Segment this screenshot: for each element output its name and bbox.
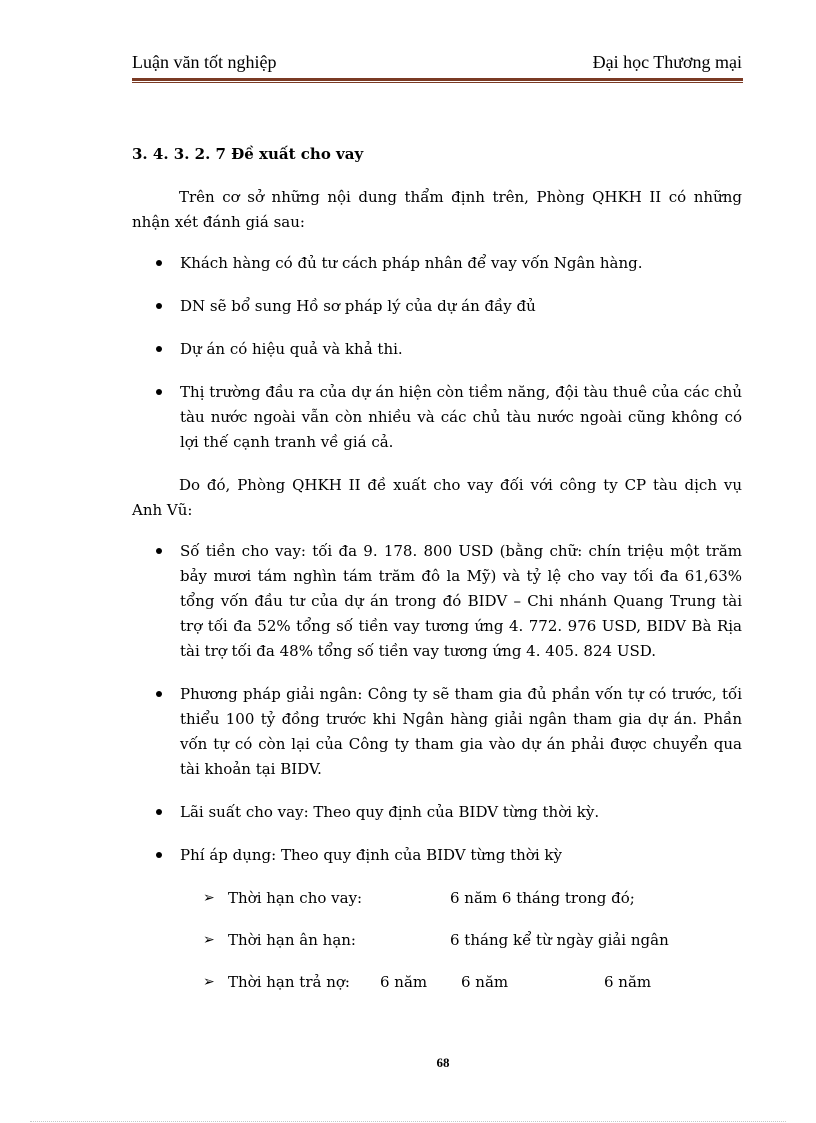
loan-term-value: 6 năm 6 tháng trong đó;: [450, 889, 635, 907]
bullet-icon: [156, 852, 162, 858]
repayment-value-2: 6 năm: [461, 973, 509, 991]
header-university-label: Đại học Thương mại: [592, 52, 742, 72]
list-item: [132, 682, 742, 782]
proposal-intro-paragraph: Do đó, Phòng QHKH II đề xuất cho vay đối với công ty CP tàu dịch vụ Anh Vũ:: [132, 476, 742, 519]
arrow-bullet-icon: ➢: [203, 974, 215, 990]
page-body: [132, 142, 742, 1012]
list-item-text: Khách hàng có đủ tư cách pháp nhân để vay vốn Ngân hàng.: [180, 254, 643, 272]
page-header: [132, 50, 742, 78]
bullet-icon: [156, 691, 162, 697]
header-rule-thin: [132, 82, 743, 83]
repayment-value-3: 6 năm: [604, 973, 652, 991]
proposal-list: [132, 539, 742, 868]
list-item: [132, 843, 742, 868]
grace-period-value: 6 tháng kể từ ngày giải ngân: [450, 931, 669, 949]
list-item-text: Thị trường đầu ra của dự án hiện còn tiềm năng, đội tàu thuê của các chủ tàu nước ngoài vẫn còn nhiều và các chủ tàu nước ngoài cũng không có lợi thế cạnh tranh về giá cả.: [180, 383, 742, 451]
loan-term-row: [132, 886, 742, 911]
repayment-value-1: 6 năm: [380, 973, 428, 991]
bullet-icon: [156, 260, 162, 266]
assessment-list: [132, 251, 742, 455]
bullet-icon: [156, 809, 162, 815]
intro-paragraph: Trên cơ sở những nội dung thẩm định trên, Phòng QHKH II có những nhận xét đánh giá sau:: [132, 188, 742, 231]
header-rule: [132, 78, 743, 81]
list-item: [132, 800, 742, 825]
page-number: 68: [436, 1055, 450, 1070]
list-item-text: Phí áp dụng: Theo quy định của BIDV từng thời kỳ: [180, 846, 562, 864]
arrow-bullet-icon: ➢: [203, 890, 215, 906]
list-item: [132, 380, 742, 455]
bullet-icon: [156, 346, 162, 352]
list-item-text: Phương pháp giải ngân: Công ty sẽ tham gia đủ phần vốn tự có trước, tối thiểu 100 tỷ đồng trước khi Ngân hàng giải ngân tham gia dự án. Phần vốn tự có còn lại của Công ty tham gia vào dự án phải được chuyển qua tài khoản tại BIDV.: [180, 685, 742, 778]
list-item: [132, 539, 742, 664]
grace-period-label: Thời hạn ân hạn:: [228, 931, 356, 949]
list-item: [132, 251, 742, 276]
grace-period-row: [132, 928, 742, 953]
section-heading: 3. 4. 3. 2. 7 Đề xuất cho vay: [132, 145, 364, 163]
list-item-text: Dự án có hiệu quả và khả thi.: [180, 340, 403, 358]
page-bottom-border: [30, 1121, 786, 1122]
header-thesis-label: Luận văn tốt nghiệp: [132, 52, 277, 72]
list-item-text: Lãi suất cho vay: Theo quy định của BIDV từng thời kỳ.: [180, 803, 600, 821]
repayment-row: [132, 970, 742, 995]
list-item: [132, 294, 742, 319]
loan-term-label: Thời hạn cho vay:: [228, 889, 363, 907]
list-item: [132, 337, 742, 362]
list-item-text: DN sẽ bổ sung Hồ sơ pháp lý của dự án đầy đủ: [180, 297, 536, 315]
arrow-bullet-icon: ➢: [203, 932, 215, 948]
bullet-icon: [156, 389, 162, 395]
repayment-label: Thời hạn trả nợ:: [228, 973, 350, 991]
list-item-text: Số tiền cho vay: tối đa 9. 178. 800 USD (bằng chữ: chín triệu một trăm bảy mươi tám nghìn tám trăm đô la Mỹ) và tỷ lệ cho vay tối đa 61,63% tổng vốn đầu tư của dự án trong đó BIDV – Chi nhánh Quang Trung tài trợ tối đa 52% tổng số tiền vay tương ứng 4. 772. 976 USD, BIDV Bà Rịa tài trợ tối đa 48% tổng số tiền vay tương ứng 4. 405. 824 USD.: [180, 542, 742, 660]
bullet-icon: [156, 303, 162, 309]
bullet-icon: [156, 548, 162, 554]
